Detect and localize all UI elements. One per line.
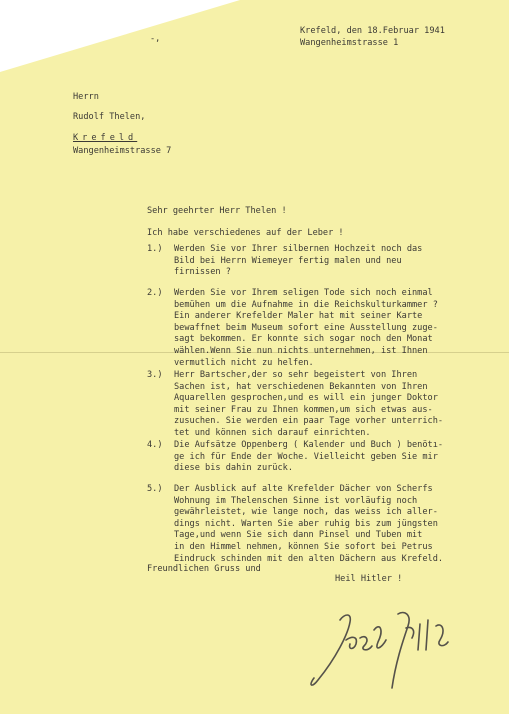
text-line: ge ich für Ende der Woche. Vielleicht geben Sie mir [174,451,438,462]
recipient-street: Wangenheimstrasse 7 [73,146,172,156]
recipient-name: Rudolf Thelen, [73,112,146,122]
text-line: vermutlich nicht zu helfen. [174,357,314,368]
item-number: 4.) [147,440,163,450]
text-line: diese bis dahin zurück. [174,463,293,474]
item-text [174,244,494,279]
closing-sign-off: Heil Hitler ! [335,574,403,584]
text-line: Wohnung im Thelenschen Sinne ist vorläufig noch [174,495,418,506]
torn-corner [0,0,240,72]
handwritten-signature [300,600,460,700]
text-line: Bild bei Herrn Wiemeyer fertig malen und neu [174,255,402,266]
text-line: dings nicht. Warten Sie aber ruhig bis zum jüngsten [174,518,438,529]
item-number: 1.) [147,244,163,254]
text-line: wählen.Wenn Sie nun nichts unternehmen, ist Ihnen [174,345,428,356]
text-line: Ein anderer Krefelder Maler hat mit seiner Karte [174,311,423,322]
text-line: Sachen ist, hat verschiedenen Bekannten von Ihren [174,381,428,392]
sender-street: Wangenheimstrasse 1 [300,38,399,48]
text-line: zusuchen. Sie werden ein paar Tage vorher unterrich- [174,416,444,427]
text-line: tet und können sich darauf einrichten. [174,427,371,438]
text-line: Der Ausblick auf alte Krefelder Dächer von Scherfs [174,484,433,494]
text-line: bewaffnet beim Museum sofort eine Ausstellung zuge- [174,322,438,333]
text-line: in den Himmel nehmen, können Sie sofort bei Petrus [174,541,433,552]
closing-regards: Freundlichen Gruss und [147,564,261,574]
item-number: 3.) [147,370,163,380]
text-line: Herr Bartscher,der so sehr begeistert von Ihren [174,370,418,380]
item-number: 5.) [147,484,163,494]
item-number: 2.) [147,288,163,298]
text-line: gewährleistet, wie lange noch, das weiss ich aller- [174,507,438,518]
text-line: Werden Sie vor Ihrem seligen Tode sich noch einmal [174,288,433,298]
item-text [174,484,494,565]
text-line: Werden Sie vor Ihrer silbernen Hochzeit noch das [174,244,423,254]
text-line: Eindruck schinden mit den alten Dächern aus Krefeld. [174,553,444,564]
recipient-salutation: Herrn [73,92,99,102]
item-text [174,370,494,440]
text-line: bemühen um die Aufnahme in die Reichskulturkammer ? [174,299,438,310]
text-line: Die Aufsätze Oppenberg ( Kalender und Buch ) benötı- [174,440,444,450]
intro-line: Ich habe verschiedenes auf der Leber ! [147,228,344,238]
header-dash-mark: -, [150,34,161,44]
text-line: sagt bekommen. Er konnte sich sogar noch den Monat [174,334,433,345]
text-line: Aquarellen gesprochen,und es will ein junger Doktor [174,393,438,404]
recipient-city: Krefeld [73,133,138,143]
text-line: firnissen ? [174,267,231,278]
text-line: Tage,und wenn Sie sich dann Pinsel und Tuben mit [174,530,423,541]
text-line: mit seiner Frau zu Ihnen kommen,um sich etwas aus- [174,404,433,415]
place-date: Krefeld, den 18.Februar 1941 [300,26,445,36]
item-text [174,288,494,369]
item-text [174,440,494,475]
greeting: Sehr geehrter Herr Thelen ! [147,206,287,216]
